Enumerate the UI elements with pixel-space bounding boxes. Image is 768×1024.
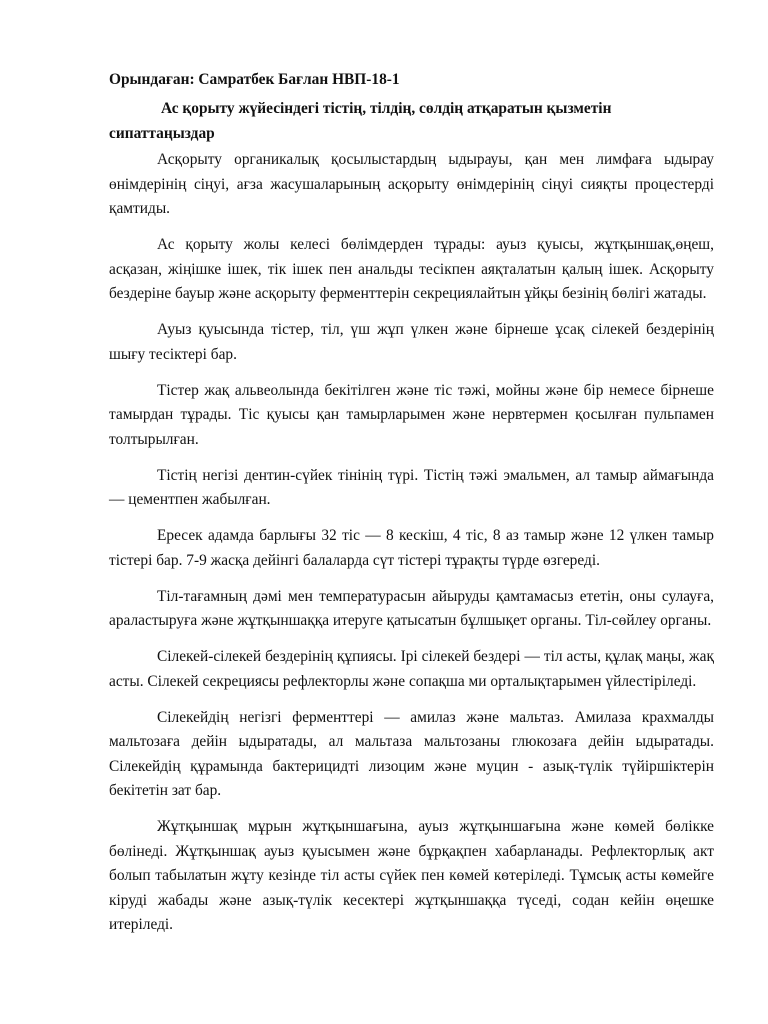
paragraph-8: Сілекей-сілекей бездерінің құпиясы. Ірі сілекей бездері — тіл асты, құлақ маңы, жақ асты. Сілекей секрециясы рефлекторлы және сопақша ми орталықтарымен үйлестіріледі. (109, 648, 714, 690)
document-body (109, 148, 714, 949)
paragraph-1: Асқорыту органикалық қосылыстардың ыдырауы, қан мен лимфаға ыдырау өнімдерінің сіңуі, ағза жасушаларының асқорыту өнімдерінің сіңуі сияқты процестерді қамтиды. (109, 151, 714, 217)
paragraph-7: Тіл-тағамның дәмі мен температурасын айыруды қамтамасыз ететін, оны сулауға, араластыруға және жұтқыншаққа итеруге қатысатын бұлшықет органы. Тіл-сөйлеу органы. (109, 587, 714, 629)
paragraph-6: Ересек адамда барлығы 32 тіс — 8 кескіш, 4 тіс, 8 аз тамыр және 12 үлкен тамыр тістері бар. 7-9 жасқа дейінгі балаларда сүт тістері тұрақты түрде өзгереді. (109, 527, 714, 569)
paragraph-5: Тістің негізі дентин-сүйек тінінің түрі. Тістің тәжі эмальмен, ал тамыр аймағында — цементпен жабылған. (109, 466, 714, 508)
paragraph-10: Жұтқыншақ мұрын жұтқыншағына, ауыз жұтқыншағына және көмей бөлікке бөлінеді. Жұтқыншақ ауыз қуысымен және бұрқақпен хабарланады. Рефлекторлық акт болып табылатын жұту кезінде тіл асты сүйек пен көмей көтеріледі. Тұмсық асты көмейге кіруді жабады және азық-түлік кесектері жұтқыншаққа түседі, содан кейін өңешке итеріледі. (109, 818, 714, 933)
paragraph-3: Ауыз қуысында тістер, тіл, үш жұп үлкен және бірнеше ұсақ сілекей бездерінің шығу тесіктері бар. (109, 321, 714, 363)
document-title: Ас қорыту жүйесіндегі тістің, тілдің, сөлдің атқаратын қызметін сипаттаңыздар (109, 100, 612, 142)
author-line: Орындаған: Самратбек Бағлан НВП-18-1 (109, 71, 400, 88)
paragraph-9: Сілекейдің негізгі ферменттері — амилаз және мальтаз. Амилаза крахмалды мальтозаға дейін ыдыратады, ал мальтаза мальтозаны глюкозаға дейін ыдыратады. Сілекейдің құрамында бактерицидті лизоцим және муцин - азық-түлік түйіршіктерін бекітетін зат бар. (109, 708, 714, 799)
paragraph-4: Тістер жақ альвеолында бекітілген және тіс тәжі, мойны және бір немесе бірнеше тамырдан тұрады. Тіс қуысы қан тамырларымен және нервтермен қосылған пульпамен толтырылған. (109, 381, 714, 448)
paragraph-2: Ас қорыту жолы келесі бөлімдерден тұрады: ауыз қуысы, жұтқыншақ,өңеш, асқазан, жіңішке ішек, тік ішек пен анальды тесікпен аяқталатын қалың ішек. Асқорыту бездеріне бауыр және асқорыту ферменттерін секрециялайтын ұйқы безінің бөлігі жатады. (109, 236, 714, 302)
